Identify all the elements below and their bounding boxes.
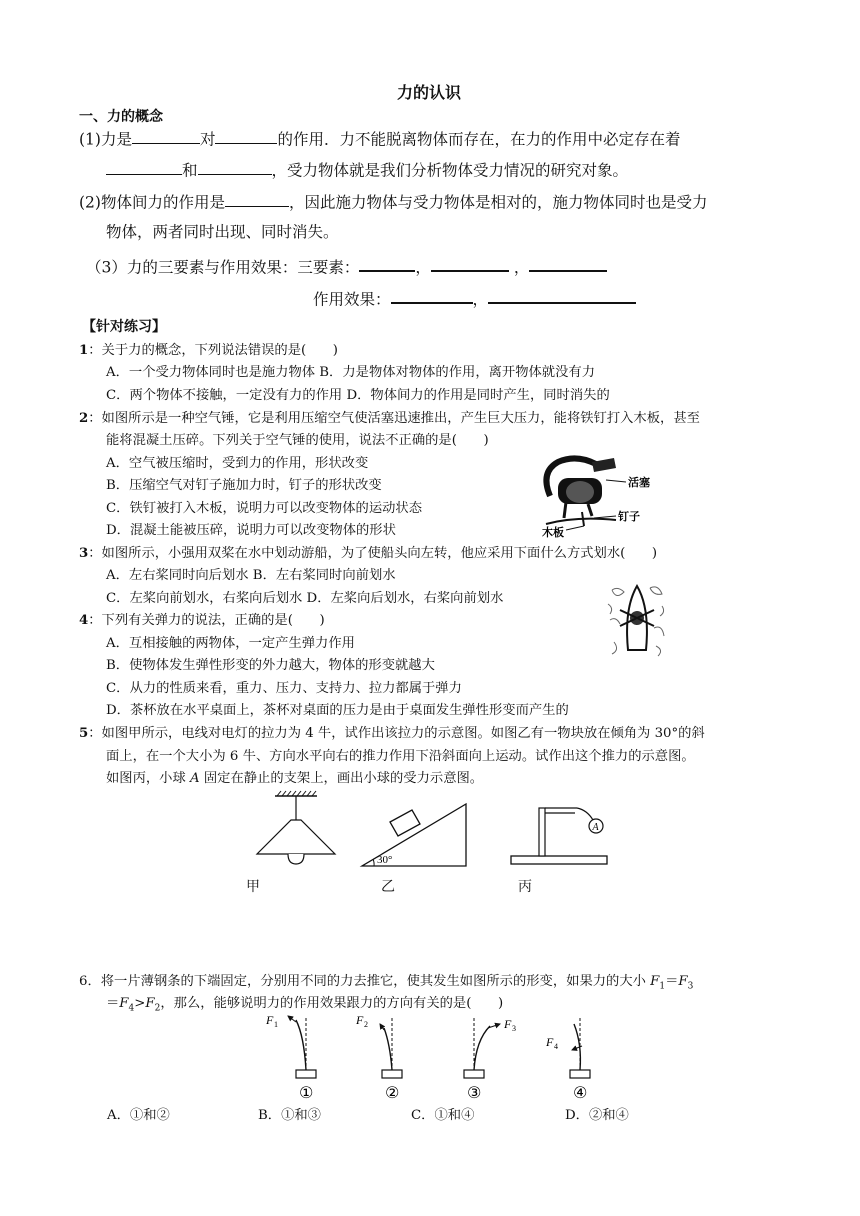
q3-stem [79, 542, 657, 561]
figure-number: ④ [573, 1083, 588, 1102]
q5-line-2: 面上，在一个大小为 6 牛、方向水平向右的推力作用下沿斜面向上运动。试作出这个推力的示意图。 [106, 749, 695, 764]
q4-stem [79, 609, 325, 628]
practice-heading: 【针对练习】 [82, 319, 166, 335]
q1-stem [79, 339, 338, 358]
text: 固定在静止的支架上，画出小球的受力示意图。 [199, 771, 484, 786]
air-hammer-figure [536, 452, 666, 538]
q2-stem-2: 能将混凝土压碎。下列关于空气锤的使用，说法不正确的是( ) [106, 433, 489, 448]
force-label: F [546, 1035, 554, 1049]
text: ，因此施力物体与受力物体是相对的，施力物体同时也是受力 [288, 193, 708, 212]
steel-strips-figure [260, 1010, 640, 1102]
label-piston: 活塞 [628, 476, 650, 489]
text: 作用效果： [313, 290, 391, 309]
q5-line-1 [79, 722, 705, 741]
blank-field[interactable] [391, 286, 473, 304]
text: 的作用．力不能脱离物体而存在，在力的作用中必定存在着 [277, 130, 681, 149]
text: F [650, 974, 660, 989]
text: F [678, 974, 688, 989]
text: ：下列有关弹力的说法，正确的是( ) [88, 613, 325, 628]
angle-label: 30° [377, 854, 393, 866]
q4-option-c: C．从力的性质来看，重力、压力、支持力、拉力都属于弹力 [106, 681, 462, 696]
q3-options-1: A．左右桨同时向后划水 B．左右桨同时向前划水 [106, 568, 396, 583]
text: 1 [659, 981, 666, 992]
page-title: 力的认识 [397, 83, 462, 102]
q6-option-c: C．①和④ [411, 1108, 475, 1123]
blank-field[interactable] [198, 158, 272, 175]
force-subscript: 2 [364, 1020, 368, 1029]
q6-option-d: D．②和④ [565, 1108, 629, 1123]
blank-field[interactable] [132, 127, 200, 144]
q3-options-2: C．左桨向前划水，右桨向后划水 D．左桨向后划水，右桨向前划水 [106, 591, 504, 606]
section-heading: 一、力的概念 [79, 109, 163, 125]
strip-2 [355, 1013, 402, 1102]
q4-option-a: A．互相接触的两物体，一定产生弹力作用 [106, 636, 355, 651]
q1-options-2: C．两个物体不接触，一定没有力的作用 D．物体间力的作用是同时产生，同时消失的 [106, 388, 610, 403]
text: 3 [687, 981, 694, 992]
force-label: F [266, 1013, 274, 1027]
text: ， [415, 258, 431, 277]
blank-field[interactable] [359, 254, 415, 272]
q6-option-a: A．①和② [107, 1108, 170, 1123]
force-label: F [504, 1017, 512, 1031]
label-jia: 甲 [246, 879, 260, 895]
blank-field[interactable] [225, 190, 289, 207]
lamp-figure [255, 794, 339, 866]
q1-options-1: A．一个受力物体同时也是施力物体 B．力是物体对物体的作用，离开物体就没有力 [106, 365, 595, 380]
text: ：如图甲所示，电线对电灯的拉力为 4 牛，试作出该拉力的示意图。如图乙有一物块放在倾角为 30°的斜 [88, 726, 705, 741]
text: (2)物体间力的作用是 [79, 193, 225, 212]
text: ＝ [665, 974, 679, 989]
paragraph-1-line-1 [79, 127, 681, 149]
blank-field[interactable] [106, 158, 182, 175]
text: A [190, 771, 200, 786]
paragraph-3-line-1 [86, 254, 607, 277]
force-subscript: 4 [554, 1042, 558, 1051]
question-number: 4 [79, 613, 89, 628]
text: F [119, 996, 129, 1011]
question-number: 1 [79, 343, 89, 358]
incline-figure [360, 802, 470, 868]
text: ＝ [106, 996, 120, 1011]
text: ，那么，能够说明力的作用效果跟力的方向有关的是( ) [160, 996, 504, 1011]
text: F [145, 996, 155, 1011]
ball-label: A [592, 822, 599, 833]
text: （3）力的三要素与作用效果：三要素： [86, 258, 360, 277]
text: 如图丙，小球 [106, 771, 191, 786]
figure-number: ② [385, 1083, 400, 1102]
text: ， [508, 258, 530, 277]
q6-option-b: B．①和③ [258, 1108, 321, 1123]
q2-option-b: B．压缩空气对钉子施加力时，钉子的形状改变 [106, 478, 382, 493]
text: 对 [199, 130, 216, 149]
label-board: 木板 [542, 526, 564, 539]
paragraph-3-line-2 [313, 286, 636, 309]
q2-option-d: D．混凝土能被压碎，说明力可以改变物体的形状 [106, 523, 396, 538]
q2-option-a: A．空气被压缩时，受到力的作用，形状改变 [106, 456, 369, 471]
force-label: F [356, 1013, 364, 1027]
force-subscript: 3 [512, 1024, 516, 1033]
figure-number: ① [299, 1083, 314, 1102]
q4-option-b: B．使物体发生弹性形变的外力越大，物体的形变就越大 [106, 658, 435, 673]
paragraph-2-line-1 [79, 190, 707, 212]
text: ， [472, 290, 489, 309]
text: (1)力是 [79, 130, 132, 149]
blank-field[interactable] [431, 254, 509, 272]
text: ：如图所示，小强用双桨在水中划动游船，为了使船头向左转，他应采用下面什么方式划水( ) [88, 546, 658, 561]
strip-4 [545, 1018, 590, 1102]
figure-number: ③ [467, 1083, 482, 1102]
text: 4 [128, 1003, 135, 1014]
q5-line-3 [106, 767, 483, 786]
strip-1 [265, 1013, 316, 1102]
force-subscript: 1 [274, 1020, 278, 1029]
text: ，受力物体就是我们分析物体受力情况的研究对象。 [271, 161, 629, 180]
label-bing: 丙 [518, 879, 532, 895]
q2-stem-1 [79, 407, 700, 426]
q4-option-d: D．茶杯放在水平桌面上，茶杯对桌面的压力是由于桌面发生弹性形变而产生的 [106, 703, 569, 718]
text: 2 [154, 1003, 161, 1014]
text: 和 [182, 161, 198, 180]
strip-3 [464, 1017, 516, 1102]
q2-option-c: C．铁钉被打入木板，说明力可以改变物体的运动状态 [106, 501, 423, 516]
label-nail: 钉子 [618, 510, 640, 523]
paragraph-2-line-2: 物体，两者同时出现、同时消失。 [106, 223, 339, 241]
question-number: 5 [79, 726, 89, 741]
paragraph-1-line-2 [106, 158, 628, 180]
label-yi: 乙 [381, 879, 395, 895]
blank-field[interactable] [488, 286, 636, 304]
blank-field[interactable] [215, 127, 277, 144]
question-number: 2 [79, 411, 89, 426]
text: > [134, 996, 146, 1011]
text: 6．将一片薄钢条的下端固定，分别用不同的力去推它，使其发生如图所示的形变，如果力的大小 [79, 974, 651, 989]
blank-field[interactable] [529, 254, 607, 272]
q6-line-1 [79, 970, 693, 992]
text: ：如图所示是一种空气锤，它是利用压缩空气使活塞迅速推出，产生巨大压力，能将铁钉打入木板，甚至 [88, 411, 700, 426]
question-number: 3 [79, 546, 89, 561]
stand-figure [509, 806, 611, 868]
text: ：关于力的概念，下列说法错误的是( ) [88, 343, 338, 358]
boat-figure [606, 580, 668, 660]
